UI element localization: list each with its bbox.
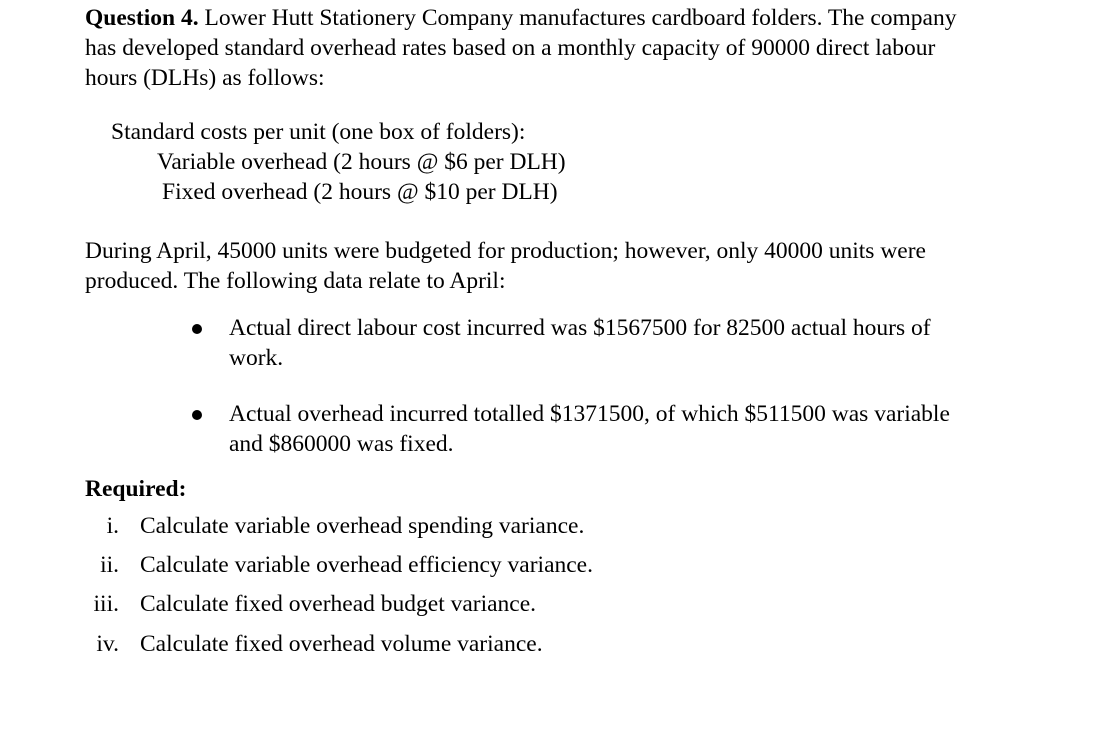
variable-overhead-rate: Variable overhead (2 hours @ $6 per DLH)	[157, 149, 566, 175]
required-item-4-numeral: iv.	[96, 631, 119, 657]
bullet-2-line-1: Actual overhead incurred totalled $1371500, of which $511500 was variable	[229, 401, 950, 427]
question-label: Question 4.	[85, 5, 199, 31]
required-item-2-text: Calculate variable overhead efficiency variance.	[140, 552, 593, 578]
required-item-1-numeral: i.	[106, 513, 119, 539]
april-line-2: produced. The following data relate to April:	[85, 268, 506, 294]
question-intro-text: Lower Hutt Stationery Company manufactures cardboard folders. The company	[198, 5, 957, 31]
required-item-1-text: Calculate variable overhead spending variance.	[140, 513, 585, 539]
required-item-4-text: Calculate fixed overhead volume variance.	[140, 631, 543, 657]
bullet-icon	[192, 324, 202, 334]
required-item-3-text: Calculate fixed overhead budget variance.	[140, 591, 537, 617]
required-heading-text: Required:	[85, 476, 187, 502]
question-intro-line-2: has developed standard overhead rates based on a monthly capacity of 90000 direct labour	[85, 35, 936, 61]
question-intro-line-1	[85, 7, 956, 31]
bullet-2-line-2: and $860000 was fixed.	[229, 431, 454, 457]
bullet-icon	[192, 410, 202, 420]
april-line-1: During April, 45000 units were budgeted for production; however, only 40000 units were	[85, 238, 926, 264]
required-item-2-numeral: ii.	[100, 552, 119, 578]
question-intro-line-3: hours (DLHs) as follows:	[85, 65, 325, 91]
bullet-1-line-2: work.	[229, 345, 284, 371]
required-heading	[85, 478, 186, 502]
fixed-overhead-rate: Fixed overhead (2 hours @ $10 per DLH)	[162, 179, 558, 205]
bullet-1-line-1: Actual direct labour cost incurred was $1567500 for 82500 actual hours of	[229, 315, 931, 341]
standard-costs-heading: Standard costs per unit (one box of folders):	[111, 119, 526, 145]
required-item-3-numeral: iii.	[93, 591, 119, 617]
